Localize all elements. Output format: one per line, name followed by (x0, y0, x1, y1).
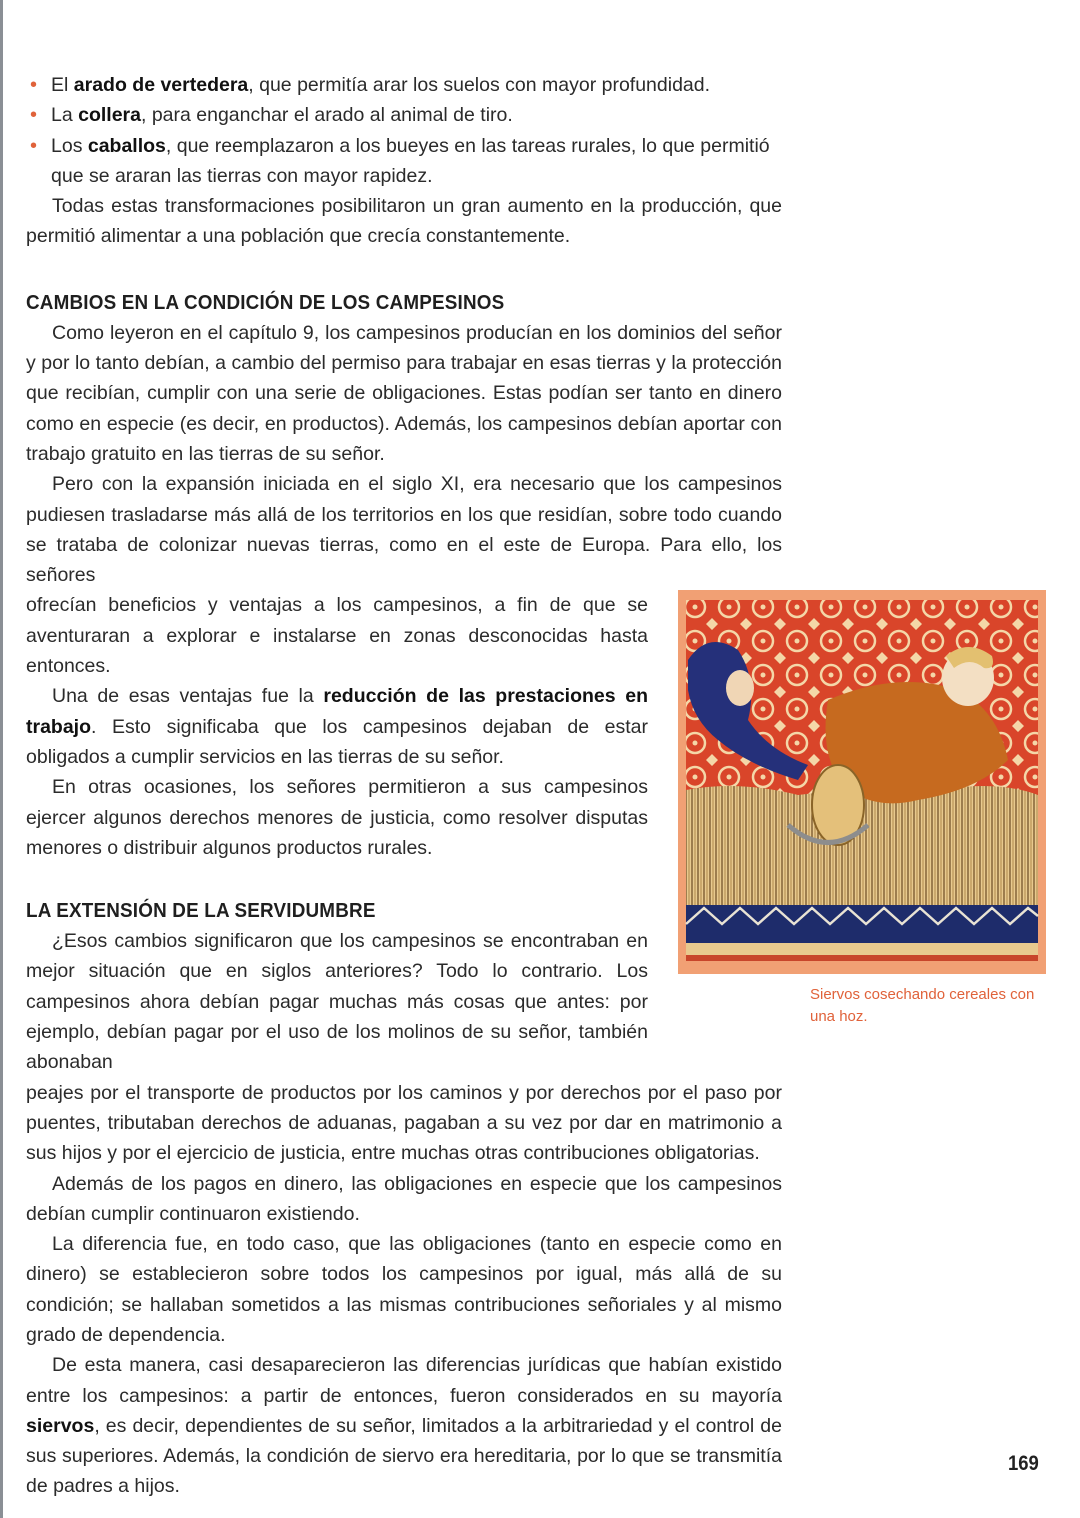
page-edge-rule (0, 0, 3, 1518)
bold-term: reducción de las prestaciones en trabajo (26, 685, 648, 738)
paragraph (26, 1350, 782, 1501)
paragraph: La diferencia fue, en todo caso, que las obligaciones (tanto en especie como en dinero) se establecieron sobre todos los campesinos por igual, más allá de su condición; se hallaban sometidos a las mismas contribuciones señoriales y al mismo grado de dependencia. (26, 1233, 782, 1346)
paragraph-text: De esta manera, casi desaparecieron las diferencias jurídicas que habían existido entre los campesinos: a partir de entonces, fueron considerados en su mayoría (26, 1354, 782, 1407)
medieval-illustration (678, 590, 1046, 974)
bullet-text: , que permitía arar los suelos con mayor profundidad. (248, 74, 711, 96)
serfs-harvesting-image (678, 590, 1046, 974)
section-heading-campesinos: CAMBIOS EN LA CONDICIÓN DE LOS CAMPESINOS (26, 290, 505, 314)
bullet-text: El (51, 74, 74, 96)
bullet-dot-icon: • (30, 74, 38, 96)
bullet-text: La (51, 104, 79, 127)
paragraph-continued: peajes por el transporte de productos por los caminos y por derechos por el paso por puentes, tributaban derechos de aduanas, pagaban a su vez por dar en matrimonio a sus hijos y por el ejercicio de justicia, entre muchas otras contribuciones obligatorias. (26, 1081, 782, 1165)
intro-paragraph: Todas estas transformaciones posibilitaron un gran aumento en la producción, que permitió alimentar a una población que crecía constantemente. (26, 195, 782, 248)
bullet-bold-term: collera (78, 104, 141, 127)
bullet-item-arado (26, 70, 782, 100)
paragraph-text: , es decir, dependientes de su señor, limitados a la arbitrariedad y el control de sus superiores. Además, la condición de siervo era hereditaria, por lo que se transmitía de padres a hijos. (26, 1414, 782, 1498)
paragraph: Como leyeron en el capítulo 9, los campesinos producían en los dominios del señor y por lo tanto debían, a cambio del permiso para trabajar en esas tierras y la protección que recibían, cumplir con una serie de obligaciones. Estas podían ser tanto en dinero como en especie (es decir, en productos). Además, los campesinos debían aportar con trabajo gratuito en las tierras de su señor. (26, 321, 782, 465)
figure-caption: Siervos cosechando cereales con una hoz. (810, 986, 1035, 1025)
main-text-column (26, 70, 782, 1502)
paragraph: ¿Esos cambios significaron que los campesinos se encontraban en mejor situación que en siglos anteriores? Todo lo contrario. Los campesinos ahora debían pagar muchas más cosas que antes: por ejemplo, debían pagar por el uso de los molinos de su señor, también abonaban (26, 930, 648, 1074)
bullet-text: Los (51, 134, 88, 157)
paragraph-continued: ofrecían beneficios y ventajas a los campesinos, a fin de que se aventuraran a explorar e instalarse en zonas desconocidas hasta entonces. (26, 594, 648, 678)
bullet-text: , que reemplazaron a los bueyes en las tareas rurales, lo que permitió que se araran las tierras con mayor rapidez. (51, 134, 770, 187)
bullet-dot-icon: • (30, 134, 38, 157)
bullet-bold-term: arado de vertedera (73, 74, 249, 96)
paragraph: Además de los pagos en dinero, las obligaciones en especie que los campesinos debían cumplir continuaron existiendo. (26, 1172, 782, 1225)
section-heading-servidumbre: LA EXTENSIÓN DE LA SERVIDUMBRE (26, 899, 376, 923)
page-number: 169 (1008, 1452, 1039, 1475)
paragraph-text: . Esto significaba que los campesinos dejaban de estar obligados a cumplir servicios en las tierras de su señor. (26, 715, 648, 768)
bullet-item-caballos (26, 131, 803, 192)
bullet-item-collera (26, 100, 782, 130)
paragraph-text: Una de esas ventajas fue la (52, 685, 324, 708)
bold-term: siervos (26, 1414, 95, 1437)
paragraph: En otras ocasiones, los señores permitieron a sus campesinos ejercer algunos derechos menores de justicia, como resolver disputas menores o distribuir algunos productos rurales. (26, 776, 648, 859)
bullet-text: , para enganchar el arado al animal de tiro. (140, 104, 513, 127)
paragraph: Pero con la expansión iniciada en el siglo XI, era necesario que los campesinos pudiesen trasladarse más allá de los territorios en los que residían, sobre todo cuando se trataba de colonizar nuevas tierras, como en el este de Europa. Para ello, los señores (26, 473, 782, 587)
paragraph (26, 681, 648, 772)
bullet-bold-term: caballos (87, 134, 166, 157)
bullet-dot-icon: • (30, 104, 38, 127)
